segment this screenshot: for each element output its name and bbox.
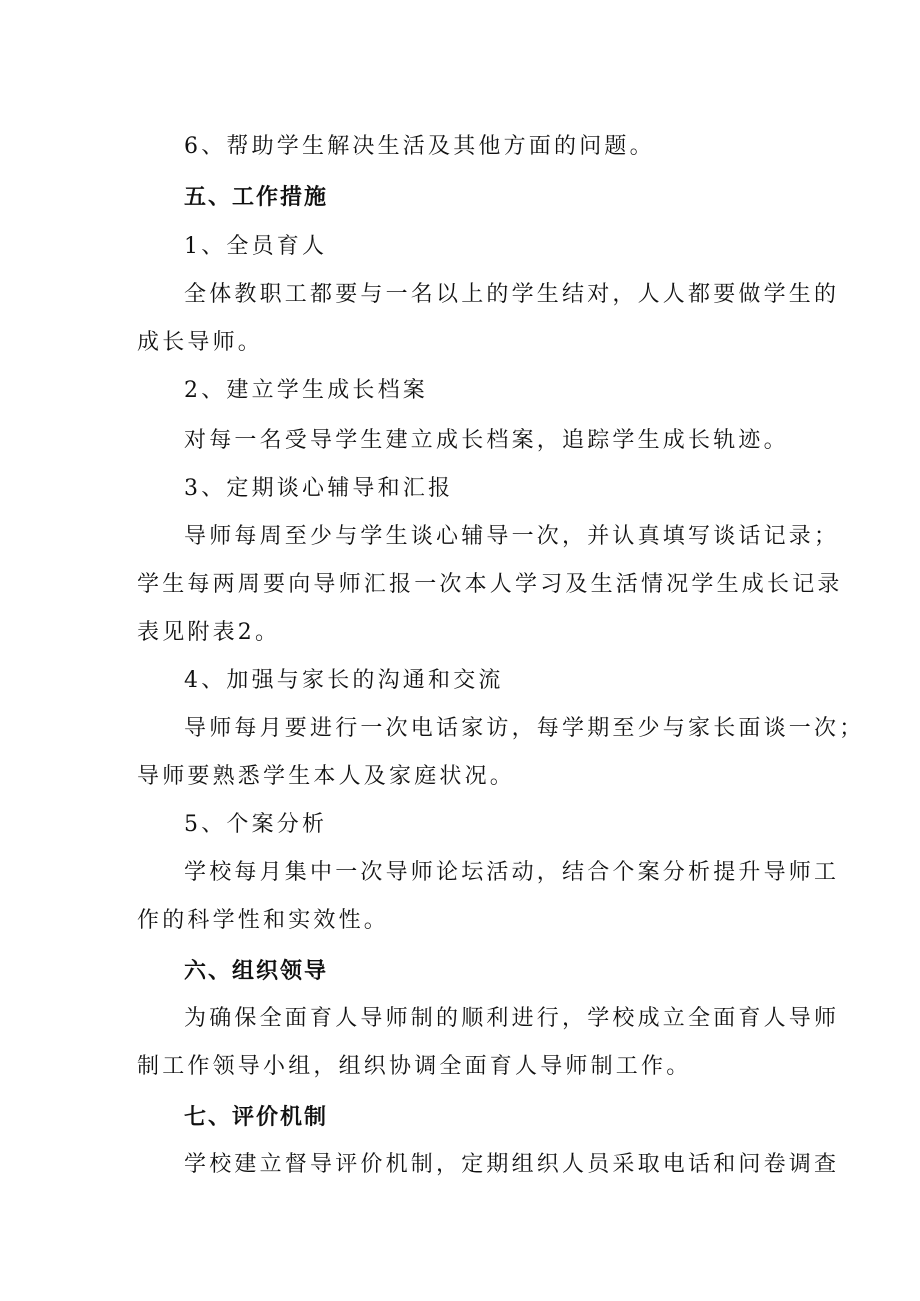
paragraph-line: 导师每月要进行一次电话家访，每学期至少与家长面谈一次； — [184, 716, 865, 741]
paragraph-line: 为确保全面育人导师制的顺利进行，学校成立全面育人导师 — [184, 1006, 840, 1031]
paragraph-line: 学校建立督导评价机制，定期组织人员采取电话和问卷调查 — [184, 1152, 840, 1177]
paragraph-line: 全体教职工都要与一名以上的学生结对，人人都要做学生的 — [184, 282, 840, 307]
paragraph-line: 制工作领导小组，组织协调全面育人导师制工作。 — [137, 1054, 692, 1079]
paragraph-line: 表见附表2。 — [137, 620, 281, 645]
section-heading-work-measures: 五、工作措施 — [184, 184, 329, 210]
paragraph-line: 对每一名受导学生建立成长档案，追踪学生成长轨迹。 — [184, 428, 789, 453]
subheading-5-case-analysis: 5、个案分析 — [184, 812, 328, 837]
section-heading-evaluation: 七、评价机制 — [184, 1104, 329, 1130]
paragraph-line: 导师每周至少与学生谈心辅导一次，并认真填写谈话记录； — [184, 524, 840, 549]
paragraph-line: 成长导师。 — [137, 330, 264, 355]
paragraph-line: 作的科学性和实效性。 — [137, 908, 390, 933]
paragraph-line: 导师要熟悉学生本人及家庭状况。 — [137, 764, 516, 789]
subheading-4-parent-communication: 4、加强与家长的沟通和交流 — [184, 668, 504, 693]
subheading-3-regular-talks: 3、定期谈心辅导和汇报 — [184, 476, 454, 501]
subheading-1-all-staff: 1、全员育人 — [184, 234, 328, 259]
item-6-help-students: 6、帮助学生解决生活及其他方面的问题。 — [184, 134, 655, 159]
subheading-2-growth-files: 2、建立学生成长档案 — [184, 378, 428, 403]
paragraph-line: 学生每两周要向导师汇报一次本人学习及生活情况学生成长记录 — [137, 572, 843, 597]
section-heading-organization: 六、组织领导 — [184, 958, 329, 984]
paragraph-line: 学校每月集中一次导师论坛活动，结合个案分析提升导师工 — [184, 860, 840, 885]
